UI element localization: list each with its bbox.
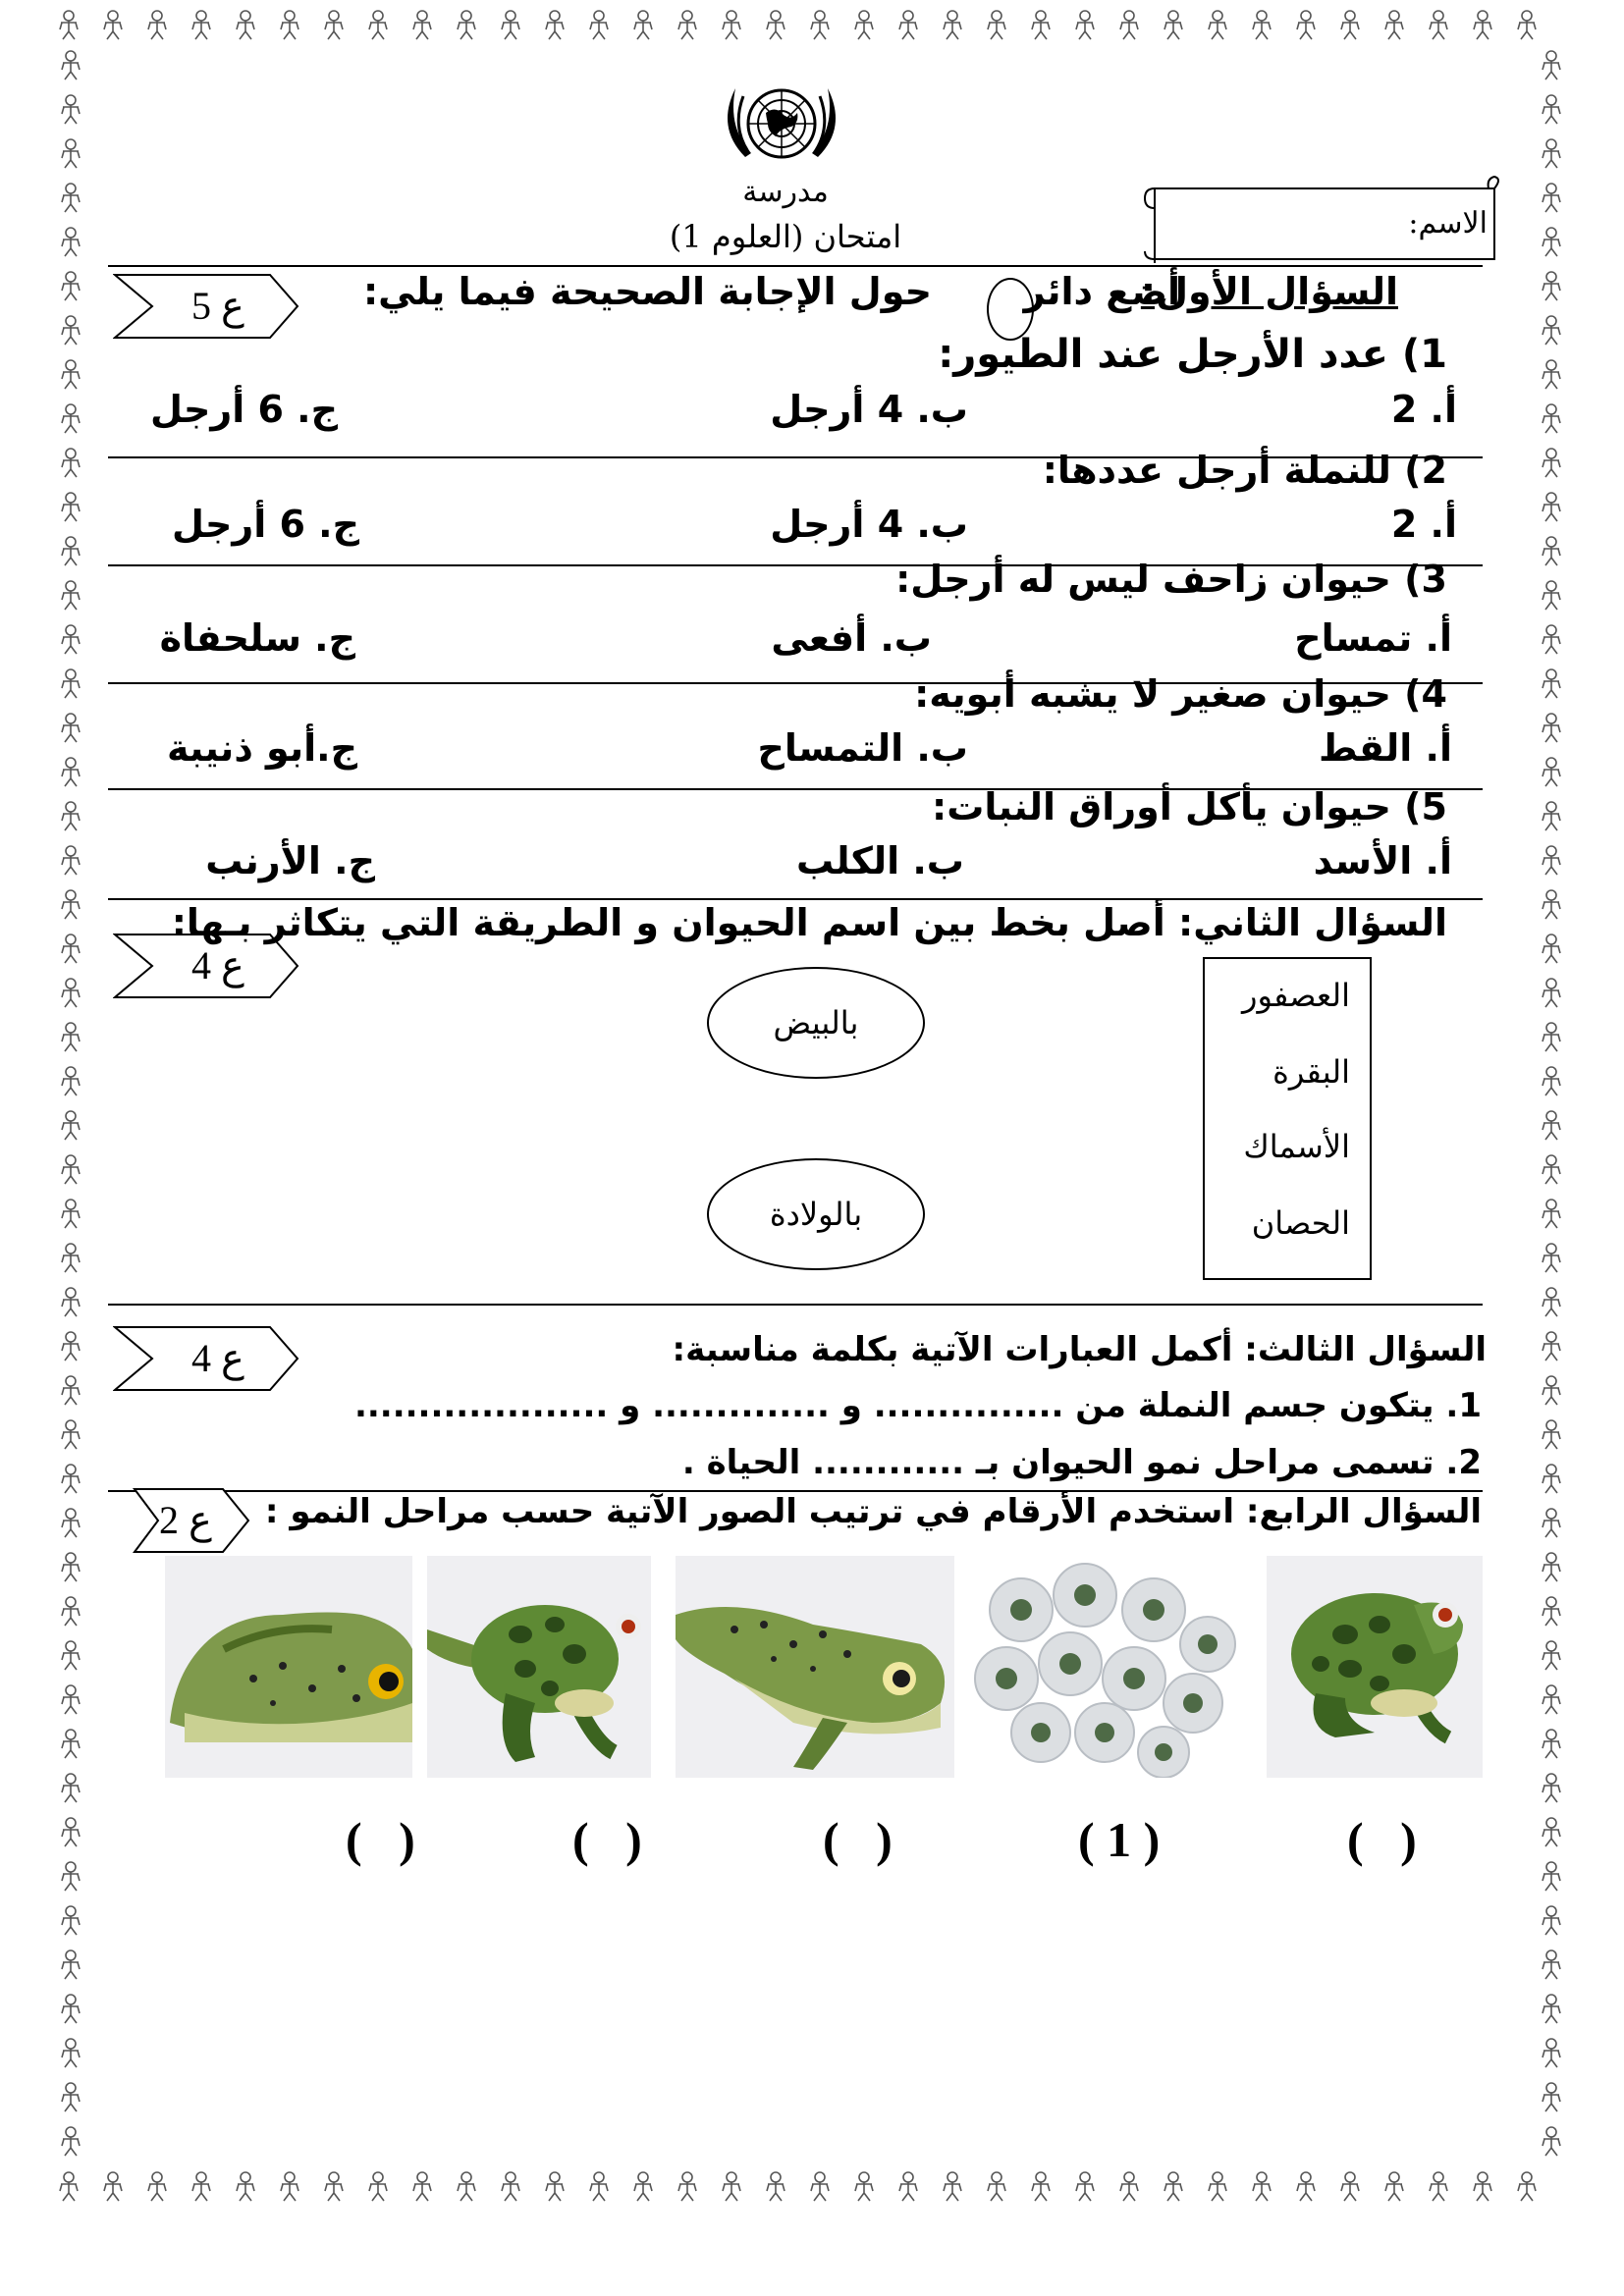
- border-figure-icon: [1474, 11, 1491, 39]
- border-figure-icon: [1543, 625, 1560, 654]
- border-figure-icon: [62, 1950, 80, 1979]
- border-figure-icon: [1543, 1950, 1560, 1979]
- border-figure-icon: [767, 2172, 785, 2201]
- q3-line-1[interactable]: 1. يتكون جسم النملة من ............... و .............. و ....................: [353, 1386, 1482, 1425]
- border-figure-icon: [1543, 1553, 1560, 1581]
- border-figure-icon: [62, 1597, 80, 1626]
- border-figure-icon: [1543, 1067, 1560, 1095]
- border-figure-icon: [944, 2172, 961, 2201]
- border-figure-icon: [62, 1465, 80, 1493]
- border-figure-icon: [1543, 846, 1560, 875]
- border-figure-icon: [1076, 11, 1094, 39]
- border-figure-icon: [1543, 1465, 1560, 1493]
- border-figure-icon: [811, 11, 829, 39]
- border-figure-icon: [1430, 11, 1447, 39]
- border-figure-icon: [62, 1288, 80, 1316]
- border-figure-icon: [1543, 449, 1560, 477]
- q1-item-3-option-c[interactable]: ج. سلحفاة: [159, 616, 355, 660]
- border-figure-icon: [678, 2172, 696, 2201]
- border-figure-icon: [1543, 139, 1560, 168]
- border-figure-icon: [62, 228, 80, 256]
- border-figure-icon: [62, 360, 80, 389]
- border-figure-icon: [1385, 2172, 1403, 2201]
- animals-list-box: [1203, 957, 1372, 1280]
- border-figure-icon: [899, 11, 917, 39]
- border-figure-icon: [369, 2172, 387, 2201]
- border-figure-icon: [62, 1023, 80, 1051]
- border-figure-icon: [1543, 979, 1560, 1007]
- border-figure-icon: [590, 11, 608, 39]
- order-answer-1[interactable]: ( ): [346, 1812, 415, 1867]
- border-figure-icon: [1543, 316, 1560, 345]
- border-figure-icon: [988, 11, 1005, 39]
- border-figure-icon: [281, 11, 298, 39]
- border-figure-icon: [1120, 2172, 1138, 2201]
- border-figure-icon: [590, 2172, 608, 2201]
- border-figure-icon: [767, 11, 785, 39]
- border-figure-icon: [104, 2172, 122, 2201]
- border-figure-icon: [148, 2172, 166, 2201]
- image-young-frog-with-tail: [427, 1556, 651, 1778]
- border-figure-icon: [413, 2172, 431, 2201]
- q4-title: السؤال الرابع: استخدم الأرقام في ترتيب الصور الآتية حسب مراحل النمو :: [264, 1492, 1482, 1531]
- border-figure-icon: [62, 714, 80, 742]
- border-figure-icon: [1543, 1906, 1560, 1935]
- border-figure-icon: [1543, 758, 1560, 786]
- border-figure-icon: [62, 758, 80, 786]
- border-figure-icon: [1164, 2172, 1182, 2201]
- border-figure-icon: [62, 404, 80, 433]
- border-figure-icon: [62, 95, 80, 124]
- border-figure-icon: [1297, 2172, 1315, 2201]
- animal-horse[interactable]: الحصان: [1251, 1204, 1350, 1242]
- border-figure-icon: [1543, 2039, 1560, 2067]
- border-figure-icon: [192, 2172, 210, 2201]
- border-figure-icon: [502, 11, 519, 39]
- border-figure-icon: [62, 2039, 80, 2067]
- border-figure-icon: [1341, 11, 1359, 39]
- border-figure-icon: [723, 11, 740, 39]
- border-figure-icon: [1543, 1597, 1560, 1626]
- border-figure-icon: [62, 1995, 80, 2023]
- border-figure-icon: [1543, 184, 1560, 212]
- border-figure-icon: [1543, 1995, 1560, 2023]
- border-figure-icon: [62, 51, 80, 80]
- border-figure-icon: [62, 316, 80, 345]
- border-figure-icon: [369, 11, 387, 39]
- q1-item-5-option-a[interactable]: أ. الأسد: [1313, 839, 1452, 882]
- border-figure-icon: [1543, 1862, 1560, 1891]
- border-figure-icon: [1518, 11, 1536, 39]
- border-figure-icon: [62, 890, 80, 919]
- q1-instruction: أضع دائر: [1023, 270, 1180, 313]
- border-figure-icon: [62, 1774, 80, 1802]
- border-figure-icon: [1543, 1200, 1560, 1228]
- q1-item-1-question: 1) عدد الأرجل عند الطيور:: [938, 332, 1447, 377]
- q1-item-2-question: 2) للنملة أرجل عددها:: [1042, 449, 1447, 492]
- border-figure-icon: [1543, 537, 1560, 565]
- border-figure-icon: [1518, 2172, 1536, 2201]
- border-figure-icon: [1543, 1376, 1560, 1405]
- border-figure-icon: [458, 2172, 475, 2201]
- divider: [108, 898, 1483, 900]
- border-figure-icon: [1543, 890, 1560, 919]
- border-figure-icon: [62, 1685, 80, 1714]
- border-figure-icon: [1543, 1774, 1560, 1802]
- border-figure-icon: [1076, 2172, 1094, 2201]
- border-figure-icon: [1543, 1111, 1560, 1140]
- q1-item-3-option-b[interactable]: ب. أفعى: [771, 616, 932, 660]
- border-figure-icon: [1297, 11, 1315, 39]
- border-figure-icon: [413, 11, 431, 39]
- border-figure-icon: [60, 2172, 78, 2201]
- border-figure-icon: [281, 2172, 298, 2201]
- border-figure-icon: [1543, 272, 1560, 300]
- border-figure-icon: [62, 1244, 80, 1272]
- order-answer-2[interactable]: ( ): [572, 1812, 642, 1867]
- border-figure-icon: [62, 537, 80, 565]
- border-figure-icon: [1543, 1023, 1560, 1051]
- border-figure-icon: [1543, 1641, 1560, 1670]
- border-figure-icon: [62, 1553, 80, 1581]
- border-figure-icon: [1253, 2172, 1271, 2201]
- border-figure-icon: [723, 2172, 740, 2201]
- border-figure-icon: [811, 2172, 829, 2201]
- border-figure-icon: [62, 2127, 80, 2156]
- q1-item-4-option-c[interactable]: ج.أبو ذنيبة: [166, 726, 357, 770]
- border-figure-icon: [148, 11, 166, 39]
- border-figure-icon: [1385, 11, 1403, 39]
- border-figure-icon: [1543, 669, 1560, 698]
- border-figure-icon: [1543, 1730, 1560, 1758]
- border-figure-icon: [1032, 11, 1050, 39]
- border-figure-icon: [237, 2172, 254, 2201]
- border-figure-icon: [62, 1862, 80, 1891]
- border-figure-icon: [62, 979, 80, 1007]
- border-figure-icon: [1120, 11, 1138, 39]
- border-figure-icon: [855, 11, 873, 39]
- border-figure-icon: [1543, 404, 1560, 433]
- q1-title: السؤال الأول:: [1140, 270, 1398, 313]
- border-figure-icon: [1543, 2127, 1560, 2156]
- border-figure-icon: [1543, 1155, 1560, 1184]
- border-figure-icon: [1253, 11, 1271, 39]
- method-oval-birth[interactable]: بالولادة: [707, 1158, 925, 1270]
- border-figure-icon: [1543, 228, 1560, 256]
- border-figure-icon: [62, 1730, 80, 1758]
- image-frog-eggs: [972, 1556, 1237, 1778]
- image-adult-frog: [1267, 1556, 1483, 1778]
- border-figure-icon: [944, 11, 961, 39]
- border-figure-icon: [1543, 802, 1560, 830]
- q1-item-4-option-b[interactable]: ب. التمساح: [757, 726, 968, 770]
- border-figure-icon: [1209, 11, 1226, 39]
- border-figure-icon: [62, 1420, 80, 1449]
- q1-item-2-option-b[interactable]: ب. 4 أرجل: [770, 503, 968, 546]
- border-figure-icon: [62, 493, 80, 521]
- q3-title: السؤال الثالث: أكمل العبارات الآتية بكلمة مناسبة:: [672, 1330, 1487, 1369]
- border-figure-icon: [546, 11, 564, 39]
- border-figure-icon: [62, 1067, 80, 1095]
- border-figure-icon: [546, 2172, 564, 2201]
- border-figure-icon: [1209, 2172, 1226, 2201]
- method-oval-eggs[interactable]: بالبيض: [707, 967, 925, 1079]
- exam-title: امتحان (العلوم 1): [669, 218, 902, 255]
- border-figure-icon: [1032, 2172, 1050, 2201]
- border-figure-icon: [502, 2172, 519, 2201]
- border-figure-icon: [1543, 51, 1560, 80]
- animal-sparrow[interactable]: العصفور: [1242, 977, 1350, 1014]
- border-figure-icon: [62, 449, 80, 477]
- q1-item-5-option-c[interactable]: ج. الأرنب: [205, 839, 375, 882]
- border-figure-icon: [62, 1641, 80, 1670]
- animal-fish[interactable]: الأسماك: [1243, 1128, 1350, 1165]
- border-figure-icon: [62, 1906, 80, 1935]
- border-figure-icon: [237, 11, 254, 39]
- score-tag-q4: [133, 1487, 250, 1558]
- q1-item-4-question: 4) حيوان صغير لا يشبه أبويه:: [914, 672, 1447, 716]
- border-figure-icon: [62, 846, 80, 875]
- q2-title: السؤال الثاني: أصل بخط بين اسم الحيوان و الطريقة التي يتكاثر بـها:: [171, 901, 1447, 944]
- score-tag-q1: [113, 273, 299, 344]
- border-figure-icon: [1543, 95, 1560, 124]
- image-tadpole-with-legs: [676, 1556, 954, 1778]
- border-figure-icon: [634, 2172, 652, 2201]
- border-figure-icon: [62, 1818, 80, 1846]
- border-figure-icon: [62, 2083, 80, 2111]
- q1-item-5-option-b[interactable]: ب. الكلب: [796, 839, 964, 882]
- border-figure-icon: [62, 139, 80, 168]
- border-figure-icon: [62, 934, 80, 963]
- border-figure-icon: [1543, 581, 1560, 610]
- border-figure-icon: [62, 184, 80, 212]
- name-label: الاسم:: [1408, 206, 1488, 240]
- score-tag-q3: [113, 1325, 299, 1396]
- q1-item-2-option-a[interactable]: أ. 2: [1390, 503, 1457, 546]
- divider: [108, 265, 1483, 267]
- order-answer-4[interactable]: ( 1 ): [1078, 1812, 1161, 1867]
- score-q1: 5 ع: [191, 284, 244, 328]
- border-figure-icon: [1543, 1332, 1560, 1361]
- image-froglet-tadpole: [165, 1556, 412, 1778]
- border-figure-icon: [899, 2172, 917, 2201]
- border-figure-icon: [634, 11, 652, 39]
- border-figure-icon: [1430, 2172, 1447, 2201]
- border-figure-icon: [1543, 360, 1560, 389]
- border-figure-icon: [62, 1332, 80, 1361]
- border-figure-icon: [62, 272, 80, 300]
- border-figure-icon: [1543, 1288, 1560, 1316]
- score-q3: 4 ع: [191, 1336, 244, 1380]
- border-figure-icon: [62, 1376, 80, 1405]
- un-emblem-logo: [712, 79, 851, 173]
- q1-item-3-question: 3) حيوان زاحف ليس له أرجل:: [895, 558, 1447, 601]
- border-figure-icon: [1543, 2083, 1560, 2111]
- border-figure-icon: [60, 11, 78, 39]
- border-figure-icon: [62, 1509, 80, 1537]
- q1-item-1-option-a[interactable]: أ. 2: [1390, 388, 1457, 431]
- q1-item-1-option-c[interactable]: ج. 6 أرجل: [150, 388, 338, 431]
- q1-item-3-option-a[interactable]: أ. تمساح: [1294, 616, 1452, 660]
- border-figure-icon: [678, 11, 696, 39]
- border-figure-icon: [62, 625, 80, 654]
- school-label: مدرسة: [742, 175, 829, 209]
- border-figure-icon: [62, 802, 80, 830]
- border-figure-icon: [62, 1111, 80, 1140]
- border-figure-icon: [62, 1155, 80, 1184]
- border-figure-icon: [458, 11, 475, 39]
- border-figure-icon: [988, 2172, 1005, 2201]
- divider: [108, 1304, 1483, 1306]
- border-figure-icon: [1164, 11, 1182, 39]
- border-figure-icon: [855, 2172, 873, 2201]
- border-figure-icon: [1543, 1818, 1560, 1846]
- border-figure-icon: [1474, 2172, 1491, 2201]
- order-answer-5[interactable]: ( ): [1347, 1812, 1417, 1867]
- border-figure-icon: [62, 1200, 80, 1228]
- animal-cow[interactable]: البقرة: [1272, 1053, 1350, 1091]
- q1-item-4-option-a[interactable]: أ. القط: [1318, 726, 1452, 770]
- border-figure-icon: [325, 11, 343, 39]
- border-figure-icon: [1543, 1509, 1560, 1537]
- border-figure-icon: [1341, 2172, 1359, 2201]
- border-figure-icon: [325, 2172, 343, 2201]
- border-figure-icon: [104, 11, 122, 39]
- border-figure-icon: [1543, 1420, 1560, 1449]
- border-figure-icon: [1543, 1685, 1560, 1714]
- q3-line-2[interactable]: 2. تسمى مراحل نمو الحيوان بـ ............ الحياة .: [681, 1443, 1482, 1482]
- q1-instruction-rest: حول الإجابة الصحيحة فيما يلي:: [362, 270, 932, 313]
- score-q4: 2 ع: [159, 1498, 212, 1542]
- q1-item-5-question: 5) حيوان يأكل أوراق النبات:: [932, 785, 1447, 828]
- border-figure-icon: [1543, 1244, 1560, 1272]
- border-figure-icon: [1543, 714, 1560, 742]
- border-figure-icon: [62, 581, 80, 610]
- border-figure-icon: [1543, 934, 1560, 963]
- border-figure-icon: [1543, 493, 1560, 521]
- border-figure-icon: [62, 669, 80, 698]
- q1-item-2-option-c[interactable]: ج. 6 أرجل: [172, 503, 359, 546]
- border-figure-icon: [192, 11, 210, 39]
- q1-item-1-option-b[interactable]: ب. 4 أرجل: [770, 388, 968, 431]
- score-q2: 4 ع: [191, 943, 244, 988]
- order-answer-3[interactable]: ( ): [823, 1812, 893, 1867]
